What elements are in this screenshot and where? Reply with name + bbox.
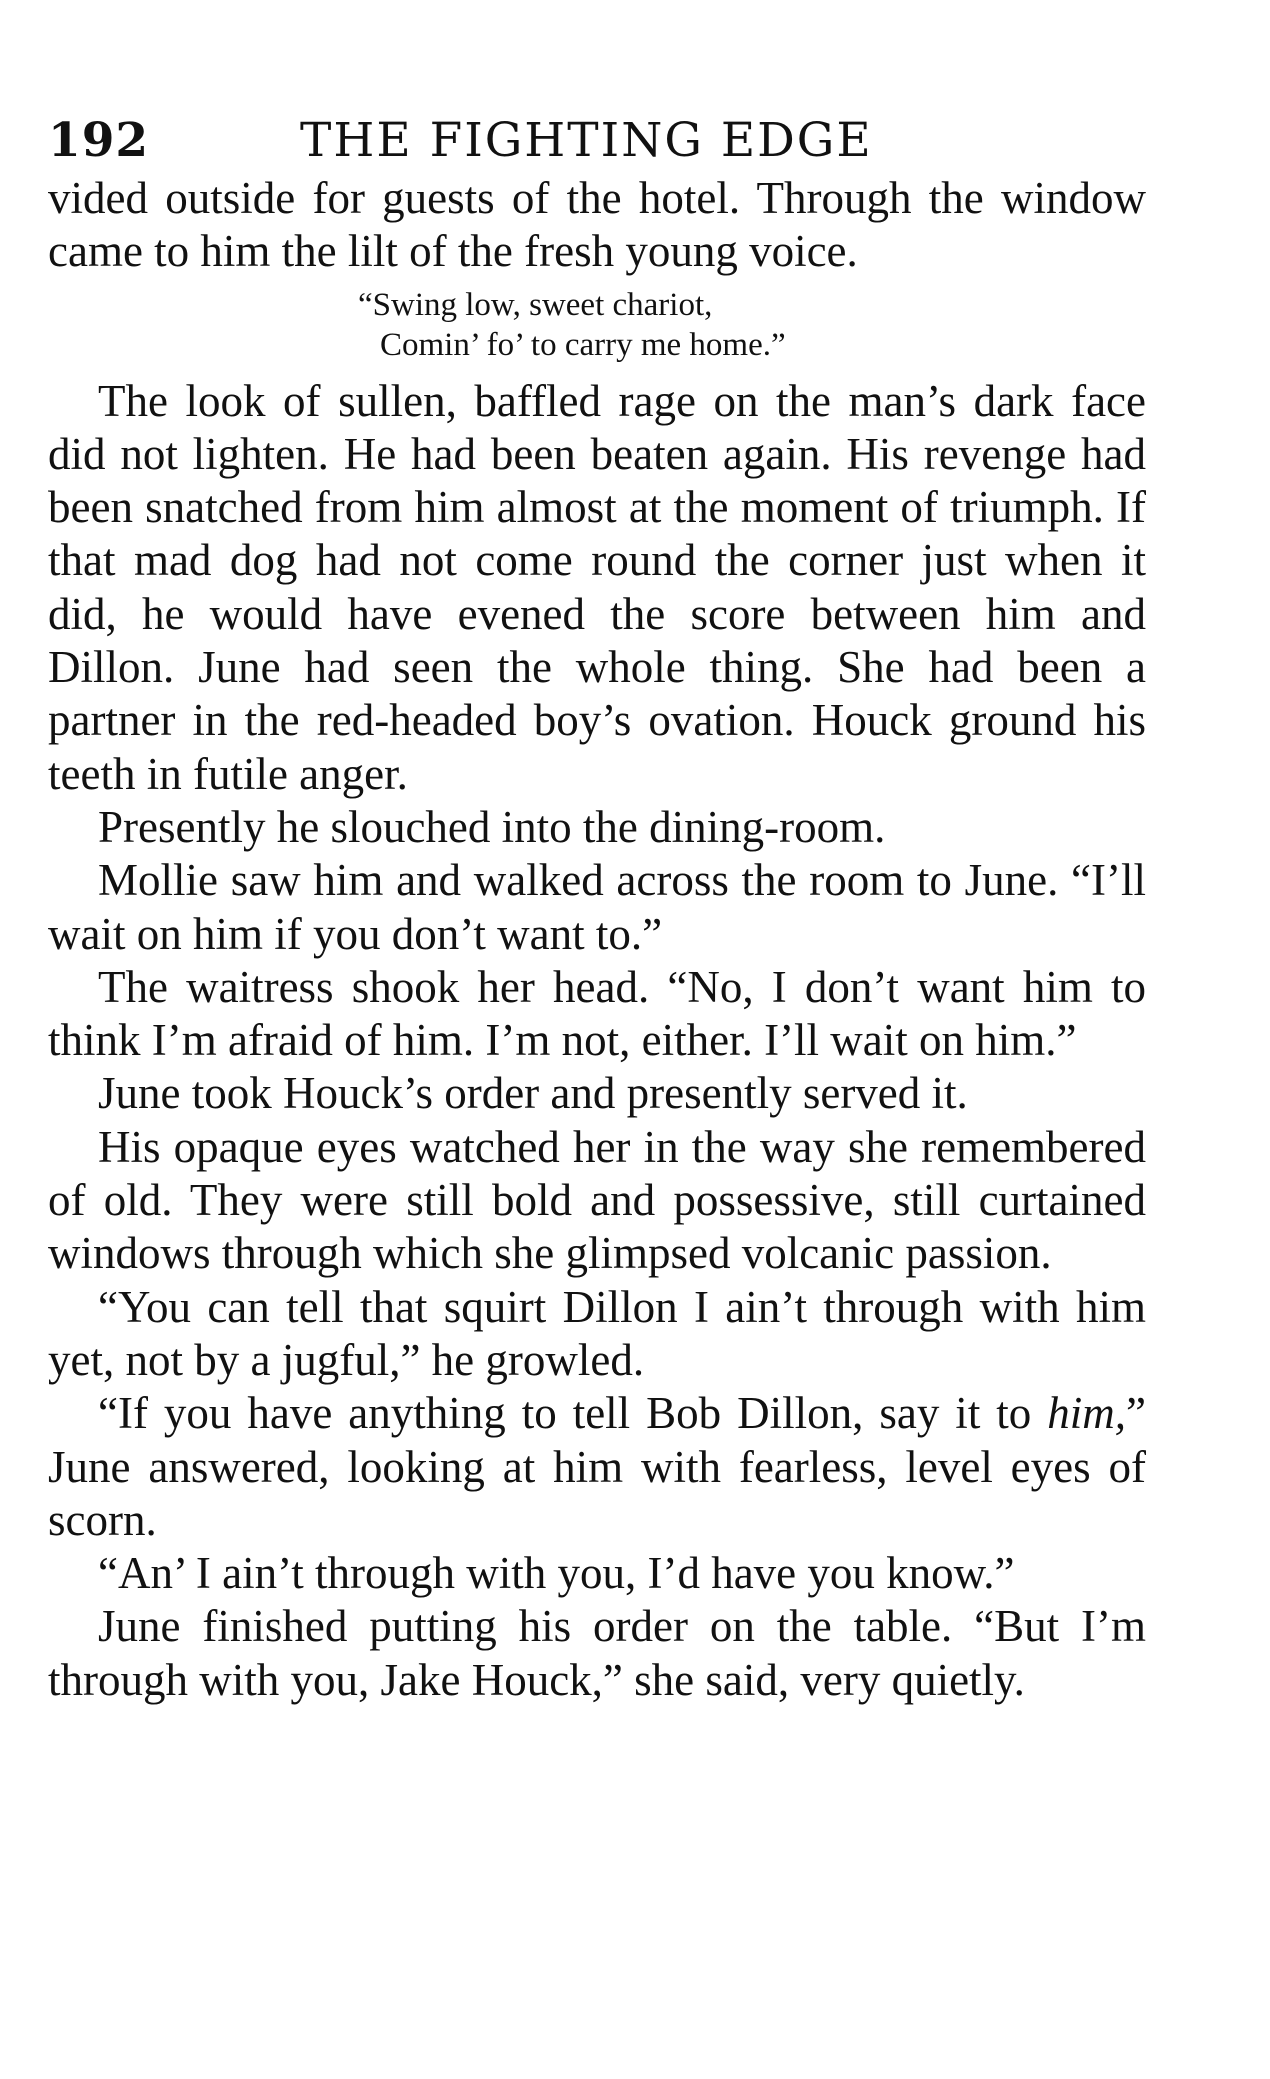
paragraph: vided outside for guests of the hotel. Through the window came to him the lilt of the fresh young voice. [48,173,1146,277]
paragraph: His opaque eyes watched her in the way she remembered of old. They were still bold and possessive, still curtained windows through which she glimpsed volcanic passion. [48,1121,1146,1279]
paragraph: Presently he slouched into the dining-room. [98,801,886,852]
paragraph [48,1387,1146,1547]
paragraph: “You can tell that squirt Dillon I ain’t through with him yet, not by a jugful,” he growled. [48,1281,1146,1385]
text-run: “If you have anything to tell Bob Dillon, say it to [98,1388,1048,1439]
running-title: THE FIGHTING EDGE [300,113,873,168]
page-number: 192 [48,113,150,168]
paragraph: Mollie saw him and walked across the room to June. “I’ll wait on him if you don’t want to.” [48,855,1146,959]
paragraph: The look of sullen, baffled rage on the man’s dark face did not lighten. He had been beaten again. His revenge had been snatched from him almost at the moment of triumph. If that mad dog had not come round the corner just when it did, he would have evened the score between him and Dillon. June had seen the whole thing. She had been a partner in the red-headed boy’s ovation. Houck ground his teeth in futile anger. [48,375,1146,799]
verse-quote [48,285,1146,365]
verse-line: “Swing low, sweet chariot, [358,286,713,323]
paragraph: June took Houck’s order and presently served it. [98,1068,968,1119]
paragraph: June finished putting his order on the table. “But I’m through with you, Jake Houck,” she said, very quietly. [48,1601,1146,1705]
paragraph: “An’ I ain’t through with you, I’d have you know.” [98,1548,1015,1599]
page-header [48,110,1146,172]
paragraph: The waitress shook her head. “No, I don’t want him to think I’m afraid of him. I’m not, either. I’ll wait on him.” [48,961,1146,1066]
book-page [48,110,1146,1707]
text-run: ” June answered, looking at him with fearless, level eyes of scorn. [48,1388,1146,1545]
italic-text: him, [1047,1388,1127,1439]
verse-line: Comin’ fo’ to carry me home.” [380,326,786,363]
page-body [48,172,1146,1707]
